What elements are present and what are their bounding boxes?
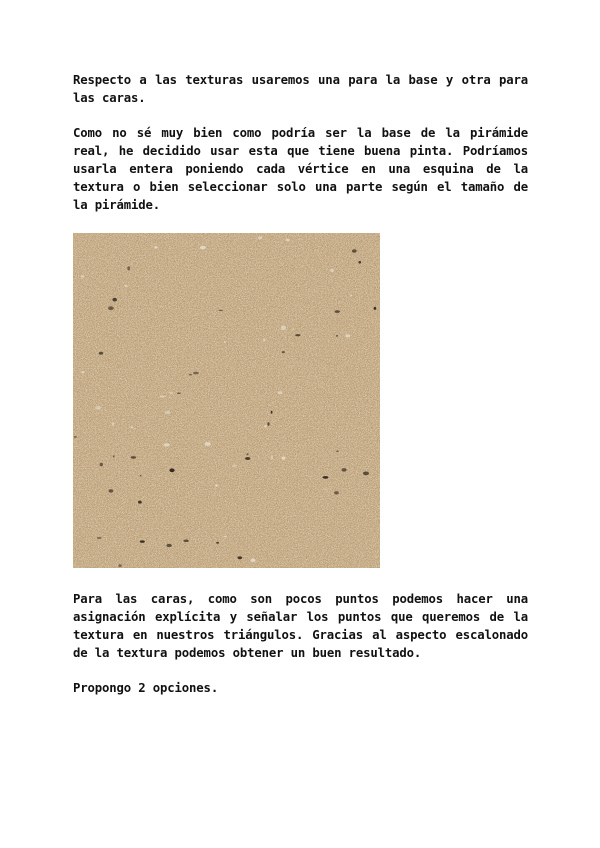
dark-pebble (169, 468, 174, 472)
light-pebble (81, 275, 85, 278)
dark-pebble (74, 436, 77, 438)
light-pebble (271, 456, 273, 460)
paragraph-faces-texture: Para las caras, como son pocos puntos podemos hacer una asignación explícita y señalar los puntos que queremos de la textura en nuestros triángulos. Gracias al aspecto escalonado de la textura podemos obtener un buen resultado. (73, 592, 528, 660)
paragraph-base-texture: Como no sé muy bien como podría ser la base de la pirámide real, he decidido usar esta que tiene buena pinta. Podríamos usarla entera poniendo cada vértice en una esquina de la textura o bien seleccionar solo una parte según el tamaño de la pirámide. (73, 126, 528, 212)
light-pebble (165, 411, 170, 414)
dark-pebble (140, 540, 145, 542)
light-pebble (200, 246, 206, 250)
dark-pebble (238, 556, 243, 559)
light-pebble (286, 239, 290, 242)
dark-pebble (342, 468, 347, 472)
dark-pebble (267, 422, 269, 426)
light-pebble (215, 484, 218, 487)
dark-pebble (247, 453, 249, 455)
dark-pebble (189, 374, 192, 375)
light-pebble (160, 396, 166, 398)
dark-pebble (109, 489, 114, 492)
light-pebble (345, 334, 350, 337)
dark-pebble (183, 540, 188, 543)
sand-texture-image (73, 233, 380, 568)
light-pebble (258, 236, 262, 239)
dark-pebble (336, 335, 338, 337)
light-pebble (350, 295, 352, 297)
light-pebble (169, 392, 173, 394)
dark-pebble (352, 249, 357, 252)
dark-pebble (334, 491, 339, 494)
dark-pebble (359, 261, 362, 264)
light-pebble (263, 338, 265, 341)
light-pebble (224, 341, 226, 343)
dark-pebble (166, 544, 172, 547)
dark-pebble (271, 411, 273, 414)
dark-pebble (363, 472, 369, 476)
dark-pebble (218, 310, 223, 311)
dark-pebble (113, 455, 115, 457)
light-pebble (292, 329, 295, 330)
light-pebble (278, 391, 283, 394)
dark-pebble (140, 475, 142, 476)
paragraph-options: Propongo 2 opciones. (73, 681, 219, 695)
light-pebble (232, 465, 237, 467)
light-pebble (264, 425, 267, 428)
light-pebble (81, 371, 84, 373)
dark-pebble (323, 476, 329, 479)
light-pebble (282, 457, 286, 460)
light-pebble (131, 426, 134, 428)
sand-texture-graphic (73, 233, 380, 568)
light-pebble (224, 536, 228, 537)
light-pebble (330, 269, 334, 273)
dark-pebble (336, 451, 339, 453)
light-pebble (154, 246, 157, 248)
dark-pebble (177, 393, 181, 394)
dark-pebble (295, 334, 300, 336)
dark-pebble (374, 307, 377, 310)
sand-highlight-layer (73, 233, 380, 568)
paragraph-textures-intro: Respecto a las texturas usaremos una para la base y otra para las caras. (73, 73, 528, 105)
light-pebble (95, 406, 101, 410)
light-pebble (281, 326, 286, 330)
dark-pebble (108, 306, 114, 310)
dark-pebble (193, 372, 199, 375)
light-pebble (125, 285, 128, 287)
light-pebble (324, 489, 327, 491)
dark-pebble (118, 564, 121, 567)
light-pebble (112, 422, 115, 425)
dark-pebble (112, 298, 117, 302)
dark-pebble (335, 310, 340, 313)
dark-pebble (216, 542, 219, 544)
dark-pebble (127, 266, 130, 270)
dark-pebble (97, 537, 102, 538)
dark-pebble (138, 501, 142, 504)
light-pebble (164, 443, 170, 446)
light-pebble (251, 558, 256, 562)
dark-pebble (245, 457, 250, 460)
dark-pebble (282, 351, 285, 353)
dark-pebble (100, 463, 103, 466)
dark-pebble (99, 352, 103, 355)
light-pebble (205, 442, 211, 446)
dark-pebble (131, 456, 137, 459)
